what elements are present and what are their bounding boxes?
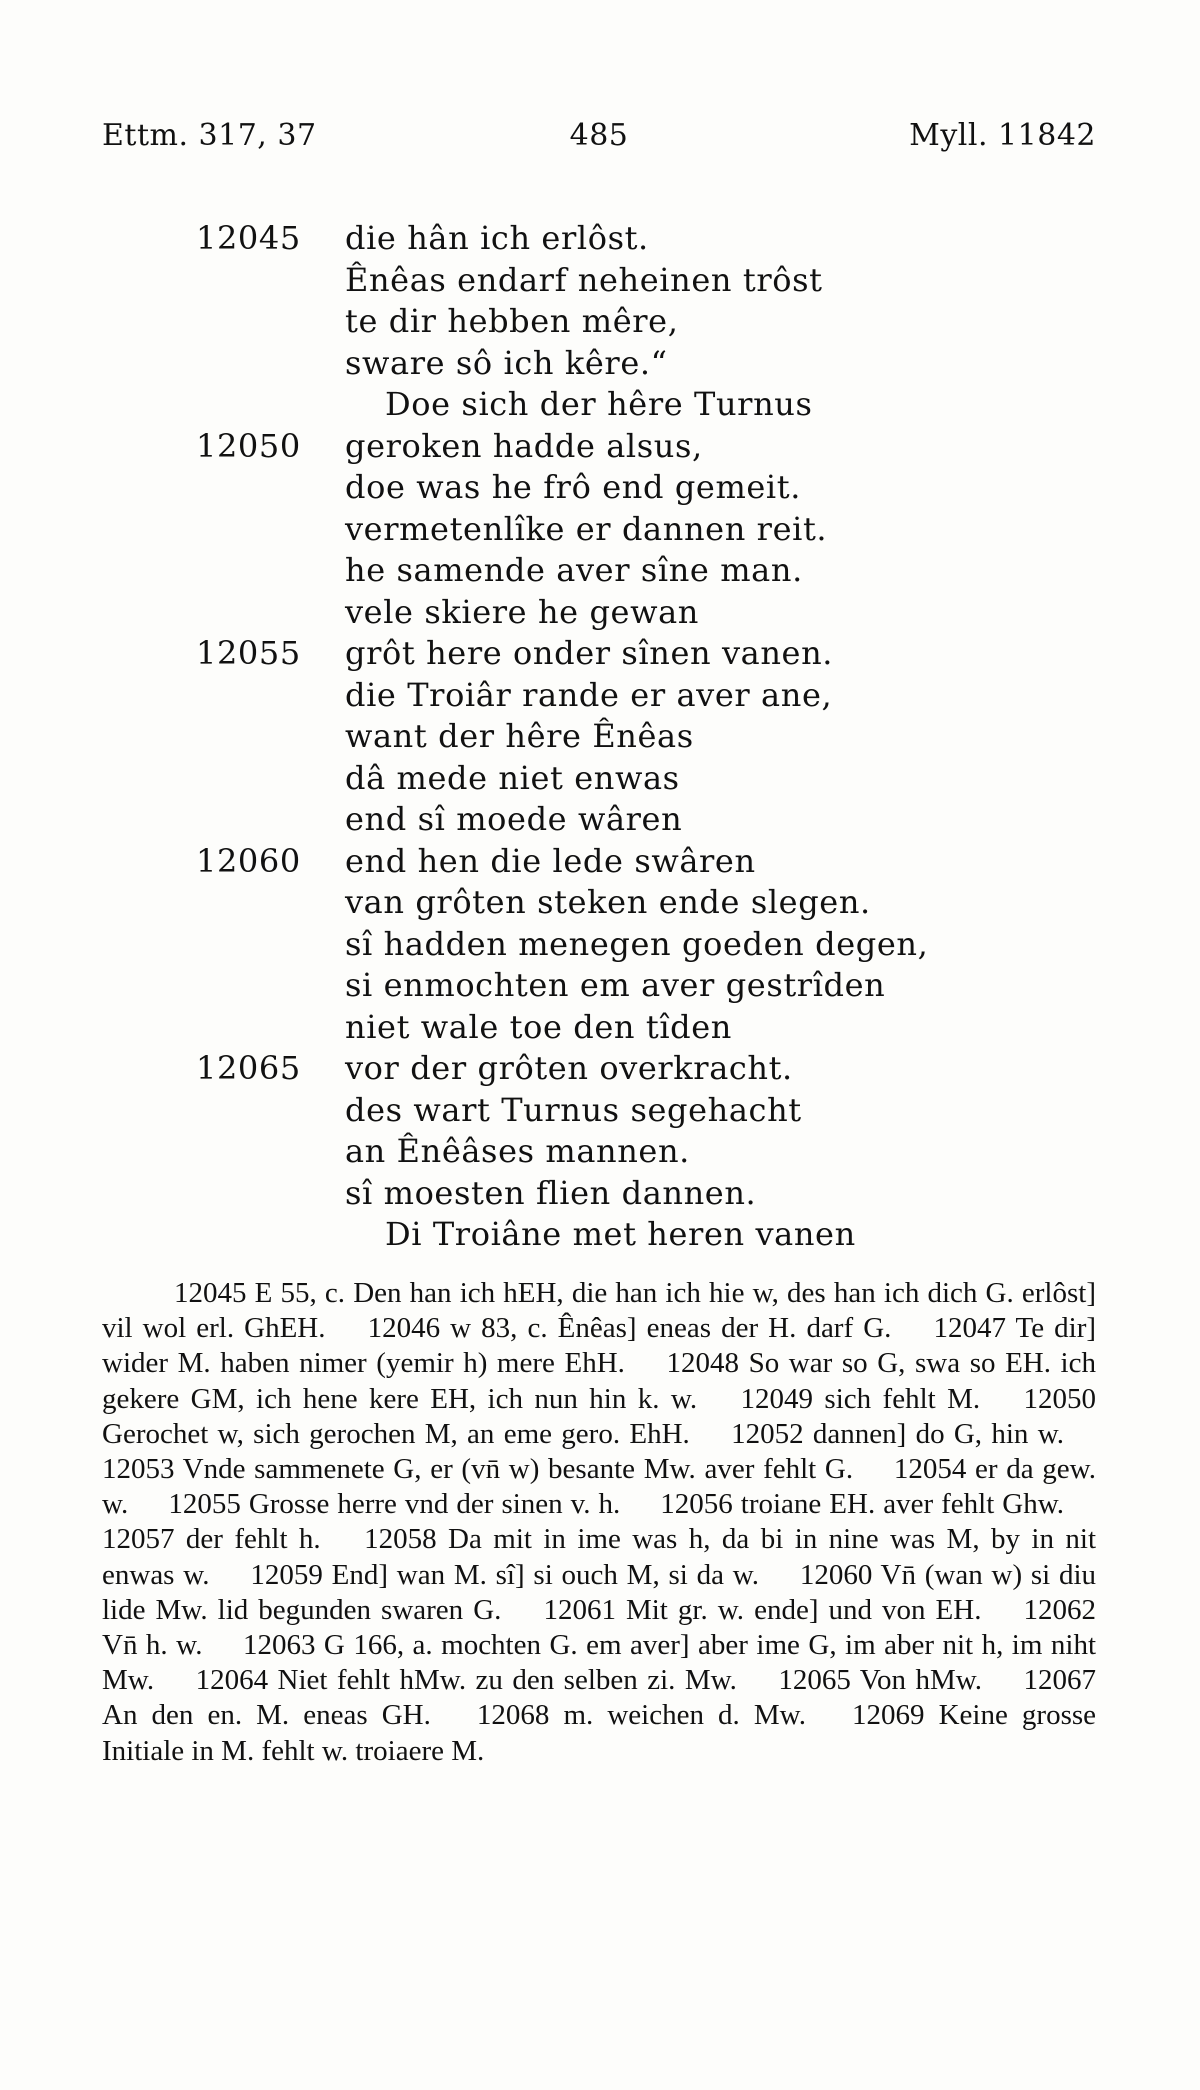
verse-text-line: Ênêas endarf neheinen trôst xyxy=(345,260,823,299)
verse-text-line: vermetenlîke er dannen reit. xyxy=(345,509,828,548)
page-number: 485 xyxy=(569,118,629,153)
apparatus-note: 12065 Von hMw. xyxy=(778,1664,983,1697)
verse-text-line: te dir hebben mêre, xyxy=(345,302,679,340)
verse-line xyxy=(0,260,1200,302)
apparatus-note: 12058 Da mit in ime was h, da bi in nine was M, by in nit enwas w. xyxy=(102,1523,1097,1591)
line-number: 12050 xyxy=(196,426,301,465)
apparatus-note: 12068 m. weichen d. Mw. xyxy=(476,1699,806,1732)
verse-line xyxy=(0,1007,1200,1049)
verse-line xyxy=(0,1131,1200,1173)
verse-text-line: vor der grôten overkracht. xyxy=(345,1049,793,1087)
apparatus-note: 12048 So war so G, swa so EH. ich gekere GM, ich hene kere EH, ich nun hin k. w. xyxy=(102,1347,1096,1415)
verse-line xyxy=(0,1214,1200,1256)
line-number: 12055 xyxy=(196,634,301,672)
verse-text-line: end hen die lede swâren xyxy=(345,841,756,880)
header-left-reference: Ettm. 317, 37 xyxy=(102,118,317,153)
line-number: 12060 xyxy=(196,841,301,880)
verse-line xyxy=(0,301,1200,343)
verse-text-line: sî hadden menegen goeden degen, xyxy=(345,924,929,963)
verse-line xyxy=(0,924,1200,966)
apparatus-note: 12047 Te dir] wider M. haben nimer (yemir h) mere EhH. xyxy=(102,1312,1097,1380)
verse-line xyxy=(0,592,1200,634)
critical-apparatus xyxy=(102,1276,1096,1769)
verse-line xyxy=(0,758,1200,800)
line-number: 12065 xyxy=(196,1049,301,1087)
verse-text-line: doe was he frô end gemeit. xyxy=(345,468,801,506)
apparatus-note: 12064 Niet fehlt hMw. zu den selben zi. Mw. xyxy=(195,1664,737,1697)
verse-text-line: van grôten steken ende slegen. xyxy=(345,883,871,921)
verse-text-line: want der hêre Ênêas xyxy=(345,717,694,755)
verse-text-line: sî moesten flien dannen. xyxy=(345,1173,757,1212)
header-right-reference: Myll. 11842 xyxy=(909,118,1096,153)
apparatus-note: 12049 sich fehlt M. xyxy=(740,1382,981,1415)
apparatus-note: 12059 End] wan M. sî] si ouch M, si da w. xyxy=(250,1558,760,1591)
verse-text-line: grôt here onder sînen vanen. xyxy=(345,634,834,672)
verse-line xyxy=(0,384,1200,426)
verse-line xyxy=(0,882,1200,924)
verse-text-line: Di Troiâne met heren vanen xyxy=(385,1215,856,1253)
line-number: 12045 xyxy=(196,219,301,257)
apparatus-note: 12063 G 166, a. mochten G. em aver] aber ime G, im aber nit h, im niht Mw. xyxy=(102,1629,1097,1697)
apparatus-note: 12069 Keine grosse Initiale in M. fehlt w. troiaere M. xyxy=(102,1699,1097,1767)
verse-line xyxy=(0,965,1200,1007)
verse-line xyxy=(0,426,1200,468)
verse-line xyxy=(0,343,1200,385)
apparatus-note: 12054 er da gew. w. xyxy=(102,1453,1096,1521)
apparatus-note: 12060 Vn̄ (wan w) si diu lide Mw. lid begunden swaren G. xyxy=(102,1558,1097,1626)
verse-text-line: vele skiere he gewan xyxy=(345,592,699,631)
apparatus-note: 12062 Vn̄ h. w. xyxy=(102,1593,1096,1662)
verse-text-line: dâ mede niet enwas xyxy=(345,758,680,797)
verse-text-line: end sî moede wâren xyxy=(345,800,683,838)
verse-text-line: die Troiâr rande er aver ane, xyxy=(345,675,833,714)
verse-line xyxy=(0,1090,1200,1132)
apparatus-note: 12057 der fehlt h. xyxy=(102,1523,321,1556)
verse-line xyxy=(0,1173,1200,1215)
verse-text-line: he samende aver sîne man. xyxy=(345,551,803,589)
verse-text-line: niet wale toe den tîden xyxy=(345,1007,732,1046)
apparatus-note: 12052 dannen] do G, hin w. xyxy=(731,1417,1065,1450)
verse-line xyxy=(0,550,1200,592)
verse-text xyxy=(0,218,1200,1256)
apparatus-note: 12045 E 55, c. Den han ich hEH, die han ich hie w, des han ich dich G. erlôst] vil wol erl. GhEH. xyxy=(102,1277,1096,1345)
verse-line xyxy=(0,675,1200,717)
verse-text-line: des wart Turnus segehacht xyxy=(345,1090,802,1129)
verse-line xyxy=(0,716,1200,758)
verse-line xyxy=(0,841,1200,883)
verse-line xyxy=(0,467,1200,509)
verse-text-line: si enmochten em aver gestrîden xyxy=(345,966,886,1004)
verse-text-line: Doe sich der hêre Turnus xyxy=(385,385,813,423)
apparatus-note: 12056 troiane EH. aver fehlt Ghw. xyxy=(660,1488,1064,1521)
apparatus-paragraph xyxy=(102,1276,1096,1769)
apparatus-note: 12050 Gerochet w, sich gerochen M, an eme gero. EhH. xyxy=(102,1382,1096,1450)
apparatus-note: 12053 Vnde sammenete G, er (vn̄ w) besante Mw. aver fehlt G. xyxy=(102,1453,854,1486)
verse-text-line: die hân ich erlôst. xyxy=(345,219,649,257)
verse-line xyxy=(0,1048,1200,1090)
apparatus-note: 12055 Grosse herre vnd der sinen v. h. xyxy=(168,1488,621,1521)
verse-text-line: sware sô ich kêre.“ xyxy=(345,343,668,382)
verse-text-line: an Ênêâses mannen. xyxy=(345,1132,690,1170)
verse-text-line: geroken hadde alsus, xyxy=(345,426,703,465)
page-header xyxy=(102,118,1096,162)
apparatus-note: 12046 w 83, c. Ênêas] eneas der H. darf G. xyxy=(367,1312,892,1345)
verse-line xyxy=(0,509,1200,551)
verse-line xyxy=(0,799,1200,841)
verse-line xyxy=(0,633,1200,675)
apparatus-note: 12067 An den en. M. eneas GH. xyxy=(102,1664,1097,1732)
verse-line xyxy=(0,218,1200,260)
apparatus-note: 12061 Mit gr. w. ende] und von EH. xyxy=(543,1593,982,1626)
